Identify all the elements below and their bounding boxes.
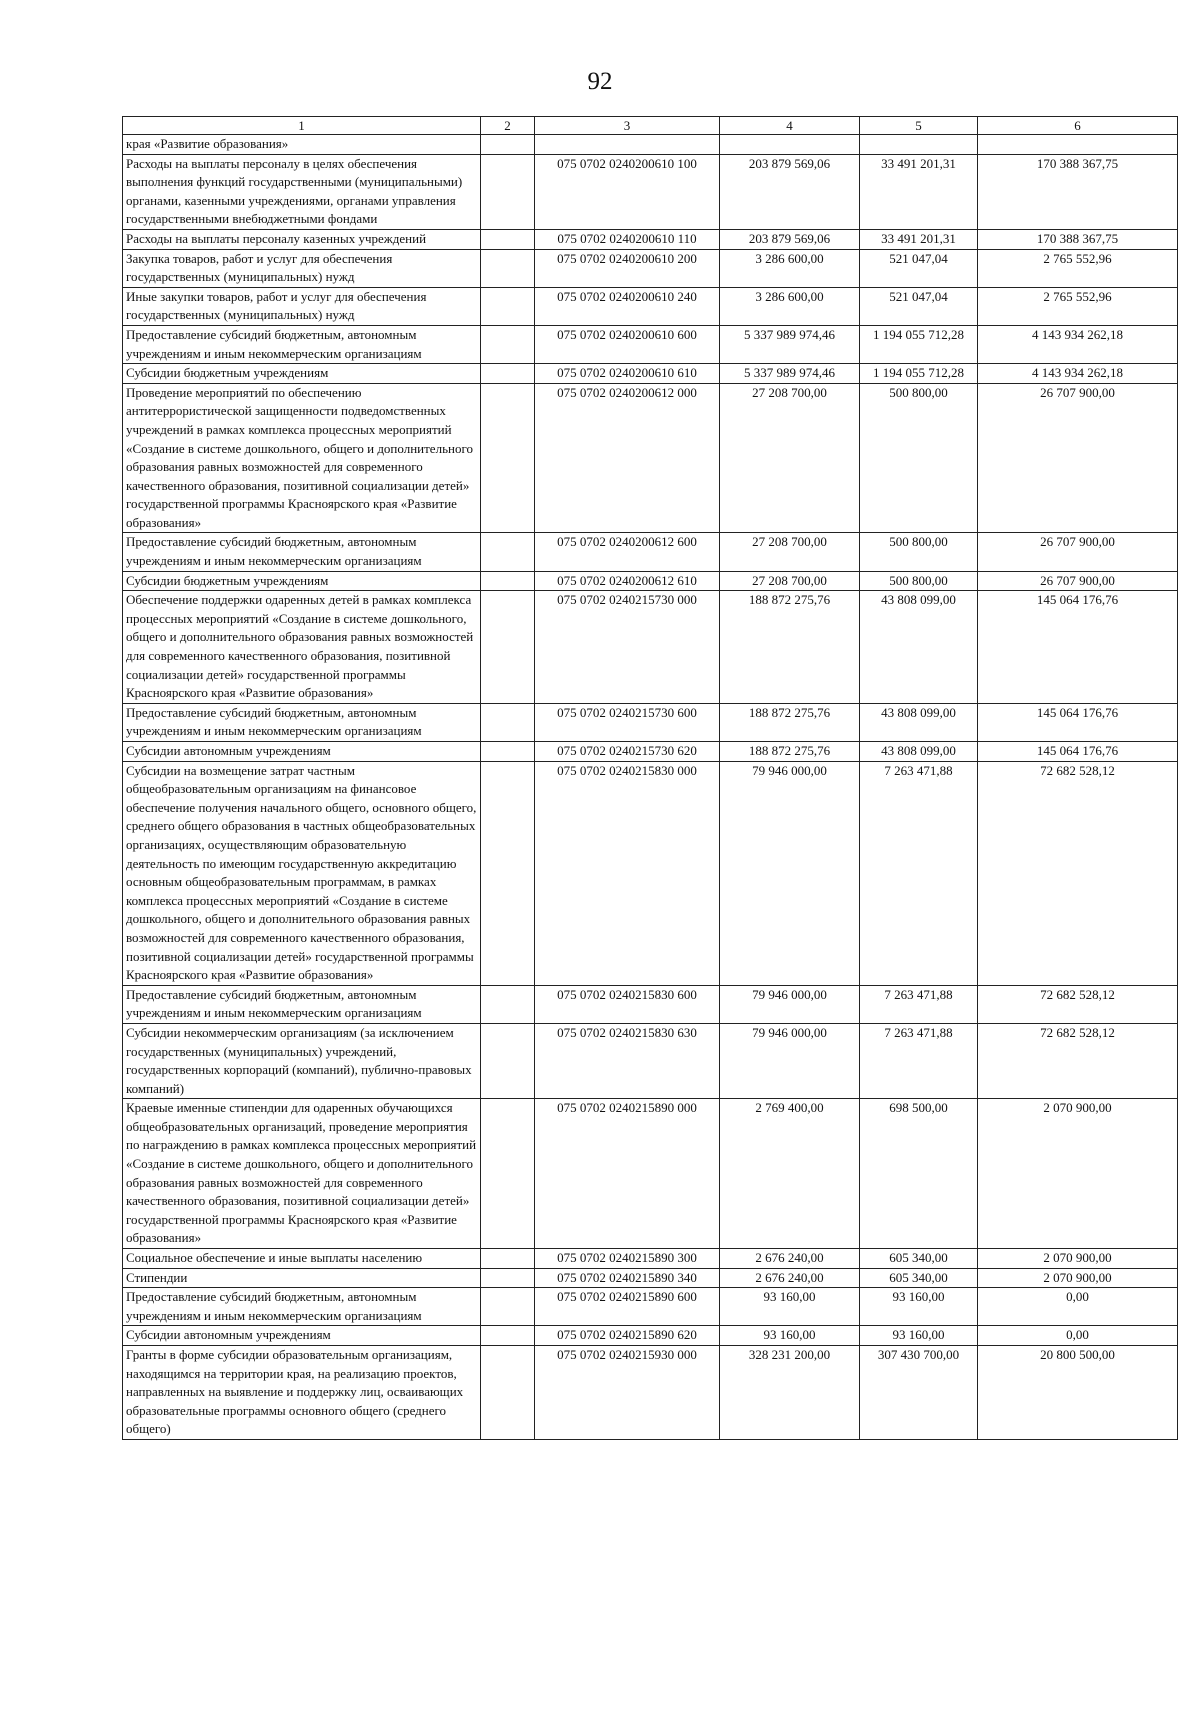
row-code: 075 0702 0240215930 000 <box>535 1346 720 1440</box>
row-value-col6: 145 064 176,76 <box>978 703 1178 741</box>
row-value-col6: 4 143 934 262,18 <box>978 325 1178 363</box>
row-code: 075 0702 0240215890 300 <box>535 1249 720 1269</box>
table-row <box>123 533 1178 571</box>
row-value-col4: 93 160,00 <box>720 1326 860 1346</box>
row-col2 <box>481 154 535 229</box>
row-value-col4: 5 337 989 974,46 <box>720 364 860 384</box>
row-name: Расходы на выплаты персоналу казенных учреждений <box>123 229 481 249</box>
row-value-col6: 20 800 500,00 <box>978 1346 1178 1440</box>
row-value-col4: 27 208 700,00 <box>720 383 860 533</box>
row-col2 <box>481 364 535 384</box>
row-name: Предоставление субсидий бюджетным, автономным учреждениям и иным некоммерческим организациям <box>123 533 481 571</box>
row-value-col5: 43 808 099,00 <box>860 742 978 762</box>
row-value-col6: 2 070 900,00 <box>978 1249 1178 1269</box>
table-row <box>123 135 1178 155</box>
row-col2 <box>481 1326 535 1346</box>
row-value-col6: 4 143 934 262,18 <box>978 364 1178 384</box>
row-value-col5: 43 808 099,00 <box>860 703 978 741</box>
header-col-1: 1 <box>123 117 481 135</box>
table-row <box>123 1288 1178 1326</box>
row-value-col5: 521 047,04 <box>860 249 978 287</box>
row-col2 <box>481 761 535 985</box>
row-col2 <box>481 325 535 363</box>
row-value-col4: 27 208 700,00 <box>720 571 860 591</box>
row-value-col5: 43 808 099,00 <box>860 591 978 704</box>
row-value-col5: 1 194 055 712,28 <box>860 364 978 384</box>
table-row <box>123 229 1178 249</box>
row-value-col6: 2 765 552,96 <box>978 287 1178 325</box>
row-value-col6: 26 707 900,00 <box>978 533 1178 571</box>
row-col2 <box>481 742 535 762</box>
row-code: 075 0702 0240200610 110 <box>535 229 720 249</box>
row-col2 <box>481 1249 535 1269</box>
row-value-col4: 79 946 000,00 <box>720 1023 860 1098</box>
row-code: 075 0702 0240200610 240 <box>535 287 720 325</box>
row-value-col6: 26 707 900,00 <box>978 571 1178 591</box>
row-name: Предоставление субсидий бюджетным, автономным учреждениям и иным некоммерческим организациям <box>123 325 481 363</box>
row-value-col4: 27 208 700,00 <box>720 533 860 571</box>
row-name: Закупка товаров, работ и услуг для обеспечения государственных (муниципальных) нужд <box>123 249 481 287</box>
row-value-col4: 5 337 989 974,46 <box>720 325 860 363</box>
row-name: Субсидии автономным учреждениям <box>123 742 481 762</box>
row-name: Гранты в форме субсидии образовательным организациям, находящимся на территории края, на реализацию проектов, направленных на выявление и поддержку лиц, осваивающих образовательные программы основного общего (среднего общего) <box>123 1346 481 1440</box>
row-value-col4: 3 286 600,00 <box>720 249 860 287</box>
header-col-3: 3 <box>535 117 720 135</box>
row-name: Обеспечение поддержки одаренных детей в рамках комплекса процессных мероприятий «Создание в системе дошкольного, общего и дополнительного образования равных возможностей для современного качественного образования, позитивной социализации детей» государственной программы Красноярского края «Развитие образования» <box>123 591 481 704</box>
row-value-col4: 328 231 200,00 <box>720 1346 860 1440</box>
table-row <box>123 1023 1178 1098</box>
table-row <box>123 325 1178 363</box>
row-value-col6: 170 388 367,75 <box>978 229 1178 249</box>
row-code: 075 0702 0240215830 000 <box>535 761 720 985</box>
budget-table <box>122 116 1178 1440</box>
row-name: Субсидии бюджетным учреждениям <box>123 364 481 384</box>
row-value-col4: 79 946 000,00 <box>720 761 860 985</box>
row-value-col4: 188 872 275,76 <box>720 742 860 762</box>
row-value-col5: 93 160,00 <box>860 1326 978 1346</box>
row-code: 075 0702 0240200610 600 <box>535 325 720 363</box>
row-col2 <box>481 287 535 325</box>
row-name: Субсидии автономным учреждениям <box>123 1326 481 1346</box>
row-value-col6: 2 070 900,00 <box>978 1268 1178 1288</box>
row-code: 075 0702 0240200612 000 <box>535 383 720 533</box>
row-value-col6 <box>978 135 1178 155</box>
header-col-2: 2 <box>481 117 535 135</box>
row-value-col5: 500 800,00 <box>860 571 978 591</box>
row-value-col4: 203 879 569,06 <box>720 154 860 229</box>
row-value-col4 <box>720 135 860 155</box>
header-col-6: 6 <box>978 117 1178 135</box>
row-name: Предоставление субсидий бюджетным, автономным учреждениям и иным некоммерческим организациям <box>123 1288 481 1326</box>
row-code: 075 0702 0240215890 600 <box>535 1288 720 1326</box>
row-value-col5: 307 430 700,00 <box>860 1346 978 1440</box>
row-value-col4: 2 676 240,00 <box>720 1249 860 1269</box>
row-code: 075 0702 0240200610 610 <box>535 364 720 384</box>
header-col-5: 5 <box>860 117 978 135</box>
row-value-col5: 93 160,00 <box>860 1288 978 1326</box>
table-row <box>123 364 1178 384</box>
header-col-4: 4 <box>720 117 860 135</box>
table-row <box>123 591 1178 704</box>
row-name: Субсидии некоммерческим организациям (за исключением государственных (муниципальных) учреждений, государственных корпораций (компаний), публично-правовых компаний) <box>123 1023 481 1098</box>
row-code: 075 0702 0240215830 630 <box>535 1023 720 1098</box>
row-code: 075 0702 0240215890 000 <box>535 1099 720 1249</box>
row-value-col4: 93 160,00 <box>720 1288 860 1326</box>
row-col2 <box>481 591 535 704</box>
row-name: Предоставление субсидий бюджетным, автономным учреждениям и иным некоммерческим организациям <box>123 703 481 741</box>
row-value-col5: 7 263 471,88 <box>860 1023 978 1098</box>
budget-table-body <box>123 117 1178 1440</box>
row-code: 075 0702 0240215730 620 <box>535 742 720 762</box>
table-row <box>123 1346 1178 1440</box>
row-value-col4: 188 872 275,76 <box>720 703 860 741</box>
row-col2 <box>481 1268 535 1288</box>
row-value-col6: 170 388 367,75 <box>978 154 1178 229</box>
row-value-col5: 7 263 471,88 <box>860 761 978 985</box>
table-row <box>123 383 1178 533</box>
row-value-col4: 3 286 600,00 <box>720 287 860 325</box>
row-name: Краевые именные стипендии для одаренных обучающихся общеобразовательных организаций, проведение мероприятия по награждению в рамках комплекса процессных мероприятий «Создание в системе дошкольного, общего и дополнительного образования равных возможностей для современного качественного образования, позитивной социализации детей» государственной программы Красноярского края «Развитие образования» <box>123 1099 481 1249</box>
row-value-col5: 33 491 201,31 <box>860 229 978 249</box>
table-row <box>123 249 1178 287</box>
row-code: 075 0702 0240215830 600 <box>535 985 720 1023</box>
row-value-col6: 145 064 176,76 <box>978 591 1178 704</box>
row-code: 075 0702 0240215890 620 <box>535 1326 720 1346</box>
row-value-col4: 203 879 569,06 <box>720 229 860 249</box>
row-value-col6: 2 765 552,96 <box>978 249 1178 287</box>
table-row <box>123 1326 1178 1346</box>
table-row <box>123 1268 1178 1288</box>
row-col2 <box>481 985 535 1023</box>
row-col2 <box>481 1346 535 1440</box>
row-value-col5: 605 340,00 <box>860 1268 978 1288</box>
row-name: Иные закупки товаров, работ и услуг для обеспечения государственных (муниципальных) нужд <box>123 287 481 325</box>
row-col2 <box>481 571 535 591</box>
row-code: 075 0702 0240215730 000 <box>535 591 720 704</box>
row-value-col6: 26 707 900,00 <box>978 383 1178 533</box>
row-col2 <box>481 1099 535 1249</box>
row-col2 <box>481 135 535 155</box>
row-name: Расходы на выплаты персоналу в целях обеспечения выполнения функций государственными (муниципальными) органами, казенными учреждениями, органами управления государственными внебюджетными фондами <box>123 154 481 229</box>
row-name: края «Развитие образования» <box>123 135 481 155</box>
row-col2 <box>481 249 535 287</box>
table-row <box>123 985 1178 1023</box>
row-value-col6: 0,00 <box>978 1326 1178 1346</box>
table-row <box>123 154 1178 229</box>
row-value-col6: 145 064 176,76 <box>978 742 1178 762</box>
row-code: 075 0702 0240200612 600 <box>535 533 720 571</box>
row-value-col5: 500 800,00 <box>860 383 978 533</box>
row-value-col5: 698 500,00 <box>860 1099 978 1249</box>
table-row <box>123 1099 1178 1249</box>
row-value-col4: 188 872 275,76 <box>720 591 860 704</box>
row-value-col4: 2 769 400,00 <box>720 1099 860 1249</box>
row-value-col6: 2 070 900,00 <box>978 1099 1178 1249</box>
row-value-col4: 2 676 240,00 <box>720 1268 860 1288</box>
row-value-col6: 72 682 528,12 <box>978 985 1178 1023</box>
row-col2 <box>481 703 535 741</box>
row-value-col5: 521 047,04 <box>860 287 978 325</box>
row-value-col5 <box>860 135 978 155</box>
row-code: 075 0702 0240215730 600 <box>535 703 720 741</box>
row-name: Проведение мероприятий по обеспечению антитеррористической защищенности подведомственных учреждений в рамках комплекса процессных мероприятий «Создание в системе дошкольного, общего и дополнительного образования равных возможностей для современного качественного образования, позитивной социализации детей» государственной программы Красноярского края «Развитие образования» <box>123 383 481 533</box>
table-row <box>123 761 1178 985</box>
row-code <box>535 135 720 155</box>
row-value-col5: 500 800,00 <box>860 533 978 571</box>
row-name: Субсидии на возмещение затрат частным общеобразовательным организациям на финансовое обеспечение получения начального общего, основного общего, среднего общего образования в частных общеобразовательных организациях, осуществляющим образовательную деятельность по имеющим государственную аккредитацию основным общеобразовательным программам, в рамках комплекса процессных мероприятий «Создание в системе дошкольного, общего и дополнительного образования равных возможностей для современного качественного образования, позитивной социализации детей» государственной программы Красноярского края «Развитие образования» <box>123 761 481 985</box>
header-row <box>123 117 1178 135</box>
row-name: Социальное обеспечение и иные выплаты населению <box>123 1249 481 1269</box>
row-name: Предоставление субсидий бюджетным, автономным учреждениям и иным некоммерческим организациям <box>123 985 481 1023</box>
row-col2 <box>481 1023 535 1098</box>
row-value-col5: 1 194 055 712,28 <box>860 325 978 363</box>
row-value-col5: 33 491 201,31 <box>860 154 978 229</box>
row-value-col6: 0,00 <box>978 1288 1178 1326</box>
row-col2 <box>481 533 535 571</box>
table-row <box>123 1249 1178 1269</box>
table-row <box>123 703 1178 741</box>
row-name: Стипендии <box>123 1268 481 1288</box>
row-value-col5: 605 340,00 <box>860 1249 978 1269</box>
row-code: 075 0702 0240215890 340 <box>535 1268 720 1288</box>
table-row <box>123 742 1178 762</box>
row-col2 <box>481 229 535 249</box>
row-col2 <box>481 383 535 533</box>
page-number: 92 <box>587 68 613 95</box>
row-name: Субсидии бюджетным учреждениям <box>123 571 481 591</box>
table-row <box>123 287 1178 325</box>
row-code: 075 0702 0240200612 610 <box>535 571 720 591</box>
row-code: 075 0702 0240200610 100 <box>535 154 720 229</box>
row-col2 <box>481 1288 535 1326</box>
table-row <box>123 571 1178 591</box>
row-value-col5: 7 263 471,88 <box>860 985 978 1023</box>
row-value-col4: 79 946 000,00 <box>720 985 860 1023</box>
row-code: 075 0702 0240200610 200 <box>535 249 720 287</box>
row-value-col6: 72 682 528,12 <box>978 761 1178 985</box>
row-value-col6: 72 682 528,12 <box>978 1023 1178 1098</box>
